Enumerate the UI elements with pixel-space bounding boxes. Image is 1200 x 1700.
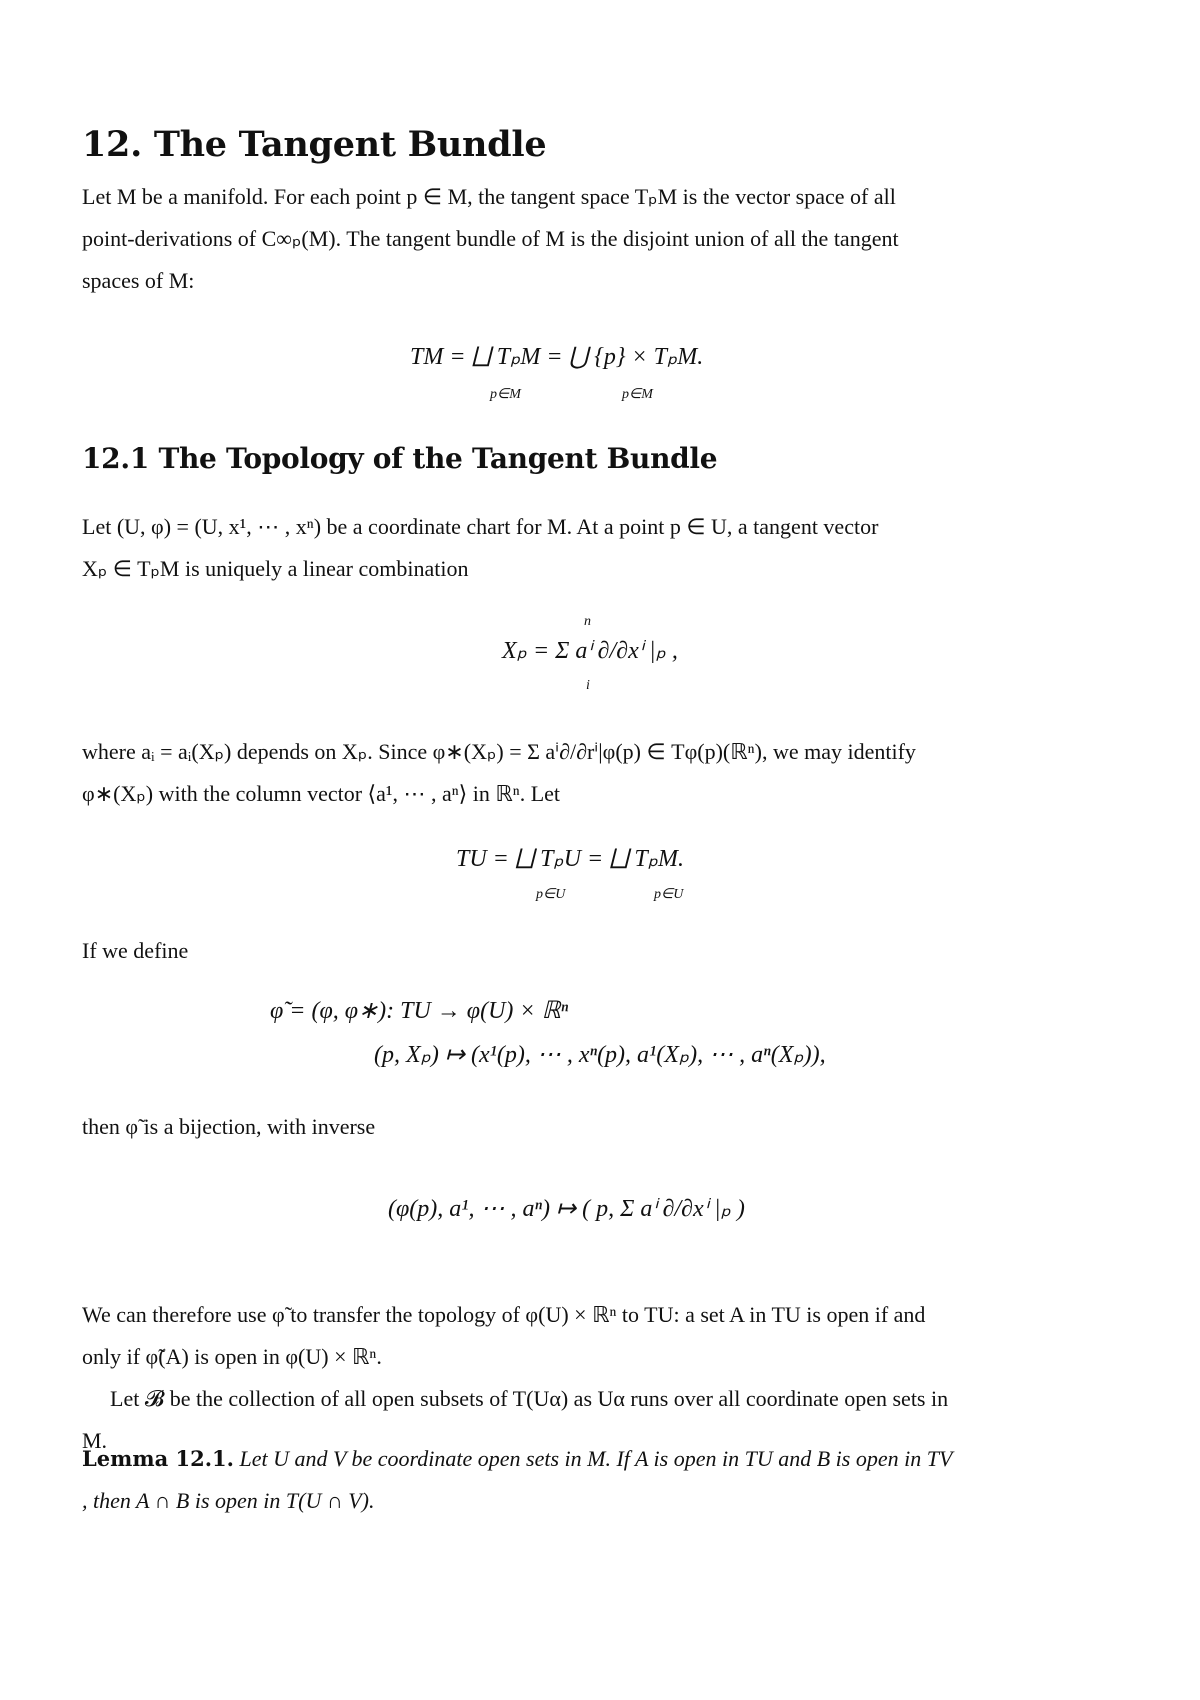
if-define-line: If we define [82, 938, 189, 963]
equation-inverse-body: (φ(p), a¹, ⋯ , aⁿ) ↦ ( p, Σ aⁱ ∂/∂xⁱ |ₚ ) [388, 1196, 745, 1222]
where-line-1: where aᵢ = aᵢ(Xₚ) depends on Xₚ. Since φ∗(Xₚ) = Σ aⁱ∂/∂rⁱ|φ(p) ∈ Tφ(p)(ℝⁿ), we may identify [82, 739, 916, 764]
equation-tangent-bundle [410, 342, 704, 402]
equation-map-line-2: (p, Xₚ) ↦ (x¹(p), ⋯ , xⁿ(p), a¹(Xₚ), ⋯ , aⁿ(Xₚ)), [374, 1042, 826, 1068]
equation-sub-1: p∈M [490, 387, 521, 402]
section-title: 12. The Tangent Bundle [82, 124, 547, 165]
intro-line-2: point-derivations of C∞ₚ(M). The tangent bundle of M is the disjoint union of all the tangent [82, 226, 899, 251]
equation-tangent-vector-body: Xₚ = Σ aⁱ ∂/∂xⁱ |ₚ , [502, 638, 678, 664]
intro-line-1: Let M be a manifold. For each point p ∈ M, the tangent space TₚM is the vector space of all [82, 184, 896, 209]
topology-line-3: Let 𝓑 be the collection of all open subsets of T(Uα) as Uα runs over all coordinate open sets in [110, 1386, 949, 1411]
equation-tu [456, 844, 685, 902]
intro-line-3: spaces of M: [82, 268, 195, 293]
lemma-line-1 [82, 1438, 1132, 1480]
chart-line-1: Let (U, φ) = (U, x¹, ⋯ , xⁿ) be a coordinate chart for M. At a point p ∈ U, a tangent vector [82, 514, 879, 539]
equation-tangent-vector [502, 614, 678, 693]
intro-paragraph [82, 176, 1122, 302]
topology-line-4: M. [82, 1428, 108, 1453]
topology-paragraph [82, 1294, 1122, 1462]
where-paragraph [82, 731, 1122, 815]
where-line-2: φ∗(Xₚ) with the column vector ⟨a¹, ⋯ , aⁿ⟩ in ℝⁿ. Let [82, 781, 561, 806]
chart-paragraph [82, 506, 1122, 590]
then-line: then φ̃ is a bijection, with inverse [82, 1114, 376, 1139]
lemma-12-1 [82, 1438, 1132, 1522]
then-text [82, 1106, 1122, 1148]
topology-line-2: only if φ̃(A) is open in φ(U) × ℝⁿ. [82, 1344, 382, 1369]
lemma-line-2 [82, 1480, 1132, 1522]
equation-sub-2: p∈M [622, 387, 653, 402]
lemma-statement-1: Let U and V be coordinate open sets in M. If A is open in TU and B is open in TV [239, 1446, 953, 1471]
equation-map-line-1: φ̃ = (φ, φ∗): TU → φ(U) × ℝⁿ [270, 998, 569, 1024]
equation-tu-sub-1: p∈U [536, 887, 566, 902]
lemma-statement-2: , then A ∩ B is open in T(U ∩ V). [82, 1488, 375, 1513]
chart-line-2: Xₚ ∈ TₚM is uniquely a linear combination [82, 556, 469, 581]
if-define-text [82, 930, 1122, 972]
equation-tu-sub-2: p∈U [654, 887, 684, 902]
equation-tu-body: TU = ⨆ TₚU = ⨆ TₚM. [456, 846, 685, 872]
sum-upper-limit: n [584, 614, 591, 629]
sum-lower-limit: i [586, 678, 590, 693]
subsection-title: 12.1 The Topology of the Tangent Bundle [82, 442, 718, 475]
lemma-label: Lemma 12.1. [82, 1446, 234, 1471]
equation-inverse [388, 1194, 745, 1223]
equation-tangent-bundle-body: TM = ⨆ TₚM = ⋃ {p} × TₚM. [410, 344, 704, 370]
topology-line-1: We can therefore use φ̃ to transfer the topology of φ(U) × ℝⁿ to TU: a set A in TU is open if and [82, 1302, 926, 1327]
